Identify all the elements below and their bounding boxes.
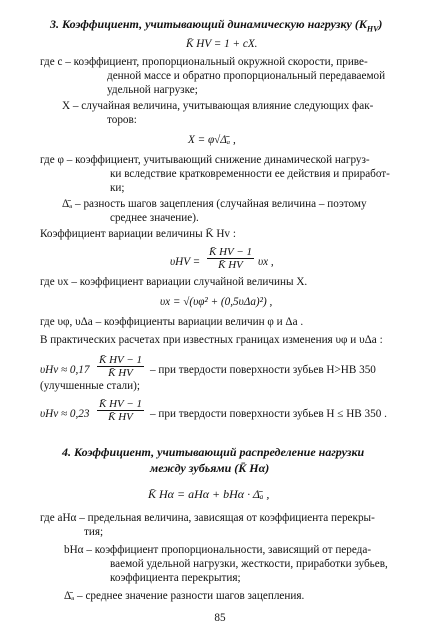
formula-vx: υx = √(υφ² + (0,5υΔa)²) , <box>160 296 273 308</box>
a-definition-line2: тия; <box>84 526 104 538</box>
d-definition: Δ̄ₐ – среднее значение разности шагов зацепления. <box>64 590 305 602</box>
f3-right: υx , <box>258 256 274 268</box>
section4-title-line1: 4. Коэффициент, учитывающий распределение нагрузки <box>62 445 365 459</box>
practical-intro: В практических расчетах при известных границах изменения υφ и υΔa : <box>40 334 383 346</box>
vphi-definition: где υφ, υΔa – коэффициенты вариации величин φ и Δa . <box>40 316 304 328</box>
formula-khv: K̄ HV = 1 + cX. <box>186 38 258 50</box>
vx-definition: где υx – коэффициент вариации случайной величины X. <box>40 276 308 288</box>
f6-fraction <box>97 398 144 423</box>
f5-fraction <box>97 354 144 379</box>
delta-definition-line1: Δ̄ₐ – разность шагов зацепления (случайная величина – поэтому <box>62 198 367 210</box>
x-definition-line1: X – случайная величина, учитывающая влияние следующих фак- <box>62 100 374 112</box>
phi-definition-line2: ки вследствие кратковременности ее действия и приработ- <box>110 168 390 180</box>
f3-left: υHV = <box>170 256 201 268</box>
f6-text: – при твердости поверхности зубьев H ≤ HB 350 . <box>150 408 387 420</box>
c-definition-line2: денной массе и обратно пропорциональный передаваемой <box>107 70 386 82</box>
b-definition-line3: коэффициента перекрытия; <box>110 572 241 584</box>
f5-numerator: K̄ HV − 1 <box>99 354 142 366</box>
f5-note: (улучшенные стали); <box>40 380 140 392</box>
f5-left: υHv ≈ 0,17 <box>40 364 90 376</box>
c-definition-line3: удельной нагрузке; <box>107 84 198 96</box>
section3-title <box>50 18 382 35</box>
formula-kha: K̄ Hα = aHα + bHα · Δ̄ₐ , <box>148 487 270 501</box>
f5-text: – при твердости поверхности зубьев H>HB 350 <box>150 364 376 376</box>
a-definition-line1: где aHα – предельная величина, зависящая от коэффициента перекры- <box>40 512 375 524</box>
f3-numerator: K̄ HV − 1 <box>209 246 252 258</box>
variation-intro: Коэффициент вариации величины K̄ Hv : <box>40 228 236 240</box>
formula-x: X = φ√Δ̄ₐ , <box>188 134 236 146</box>
phi-definition-line3: ки; <box>110 182 125 194</box>
f5-denominator: K̄ HV <box>108 367 133 379</box>
section4-title-line2: между зубьями (K̄ Hα) <box>150 461 270 475</box>
f6-denominator: K̄ HV <box>108 411 133 423</box>
c-definition-line1: где с – коэффициент, пропорциональный окружной скорости, приве- <box>40 56 368 68</box>
x-definition-line2: торов: <box>107 114 137 126</box>
page-number: 85 <box>214 612 226 624</box>
phi-definition-line1: где φ – коэффициент, учитывающий снижение динамической нагруз- <box>40 154 370 166</box>
section3-title-sub: HV <box>366 24 379 34</box>
f6-left: υHv ≈ 0,23 <box>40 408 90 420</box>
f6-numerator: K̄ HV − 1 <box>99 398 142 410</box>
f3-fraction <box>207 246 254 271</box>
b-definition-line1: bHα – коэффициент пропорциональности, зависящий от переда- <box>64 544 372 556</box>
section3-title-end: ) <box>378 17 383 31</box>
delta-definition-line2: среднее значение). <box>110 212 199 224</box>
f3-denominator: K̄ HV <box>218 259 243 271</box>
b-definition-line2: ваемой удельной нагрузки, жесткости, приработки зубьев, <box>110 558 388 570</box>
section3-title-text: 3. Коэффициент, учитывающий динамическую нагрузку (K <box>50 17 367 31</box>
